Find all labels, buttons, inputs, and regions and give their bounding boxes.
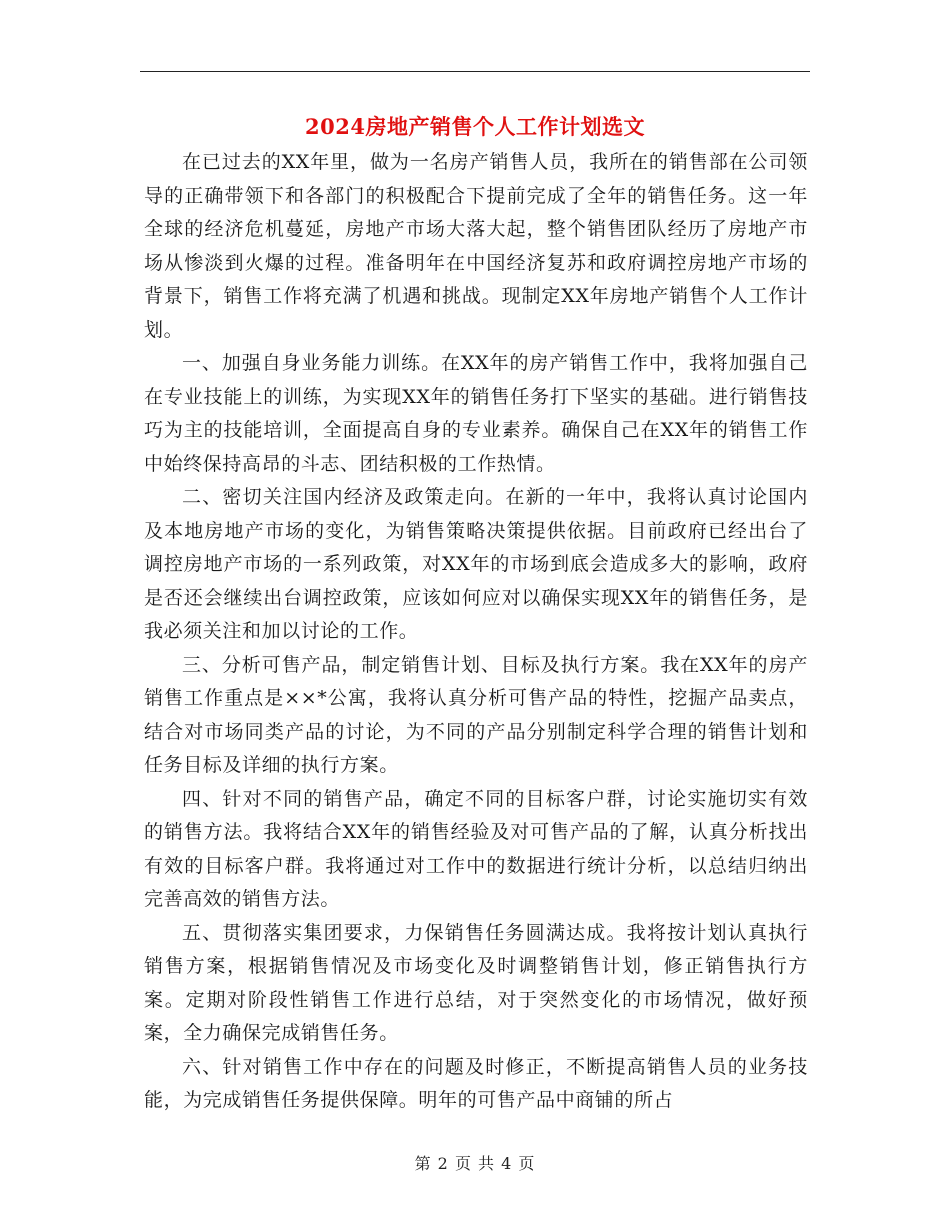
paragraph-item-3: 三、分析可售产品，制定销售计划、目标及执行方案。我在XX年的房产销售工作重点是××*公寓，我将认真分析可售产品的特性，挖掘产品卖点，结合对市场同类产品的讨论，为不同的产品分别制定科学合理的销售计划和任务目标及详细的执行方案。 (144, 653, 808, 776)
paragraph-item-5: 五、贯彻落实集团要求，力保销售任务圆满达成。我将按计划认真执行销售方案，根据销售情况及市场变化及时调整销售计划，修正销售执行方案。定期对阶段性销售工作进行总结，对于突然变化的市场情况，做好预案，全力确保完成销售任务。 (144, 921, 808, 1044)
paragraph-item-1: 一、加强自身业务能力训练。在XX年的房产销售工作中，我将加强自己在专业技能上的训练，为实现XX年的销售任务打下坚实的基础。进行销售技巧为主的技能培训，全面提高自身的专业素养。确保自己在XX年的销售工作中始终保持高昂的斗志、团结积极的工作热情。 (144, 352, 808, 475)
page-footer (0, 1152, 950, 1176)
page-number: 第 2 页 共 4 页 (414, 1154, 536, 1173)
document-title: 2024房地产销售个人工作计划选文 (305, 114, 645, 139)
document-body (144, 146, 808, 1118)
paragraph-item-6: 六、针对销售工作中存在的问题及时修正，不断提高销售人员的业务技能，为完成销售任务提供保障。明年的可售产品中商铺的所占 (144, 1055, 808, 1111)
paragraph-item-2: 二、密切关注国内经济及政策走向。在新的一年中，我将认真讨论国内及本地房地产市场的变化，为销售策略决策提供依据。目前政府已经出台了调控房地产市场的一系列政策，对XX年的市场到底会造成多大的影响，政府是否还会继续出台调控政策，应该如何应对以确保实现XX年的销售任务，是我必须关注和加以讨论的工作。 (144, 486, 808, 642)
paragraph-item-4: 四、针对不同的销售产品，确定不同的目标客户群，讨论实施切实有效的销售方法。我将结合XX年的销售经验及对可售产品的了解，认真分析找出有效的目标客户群。我将通过对工作中的数据进行统计分析，以总结归纳出完善高效的销售方法。 (144, 787, 808, 910)
header-rule (140, 71, 810, 72)
paragraph-intro: 在已过去的XX年里，做为一名房产销售人员，我所在的销售部在公司领导的正确带领下和各部门的积极配合下提前完成了全年的销售任务。这一年全球的经济危机蔓延，房地产市场大落大起，整个销售团队经历了房地产市场从惨淡到火爆的过程。准备明年在中国经济复苏和政府调控房地产市场的背景下，销售工作将充满了机遇和挑战。现制定XX年房地产销售个人工作计划。 (144, 151, 808, 341)
